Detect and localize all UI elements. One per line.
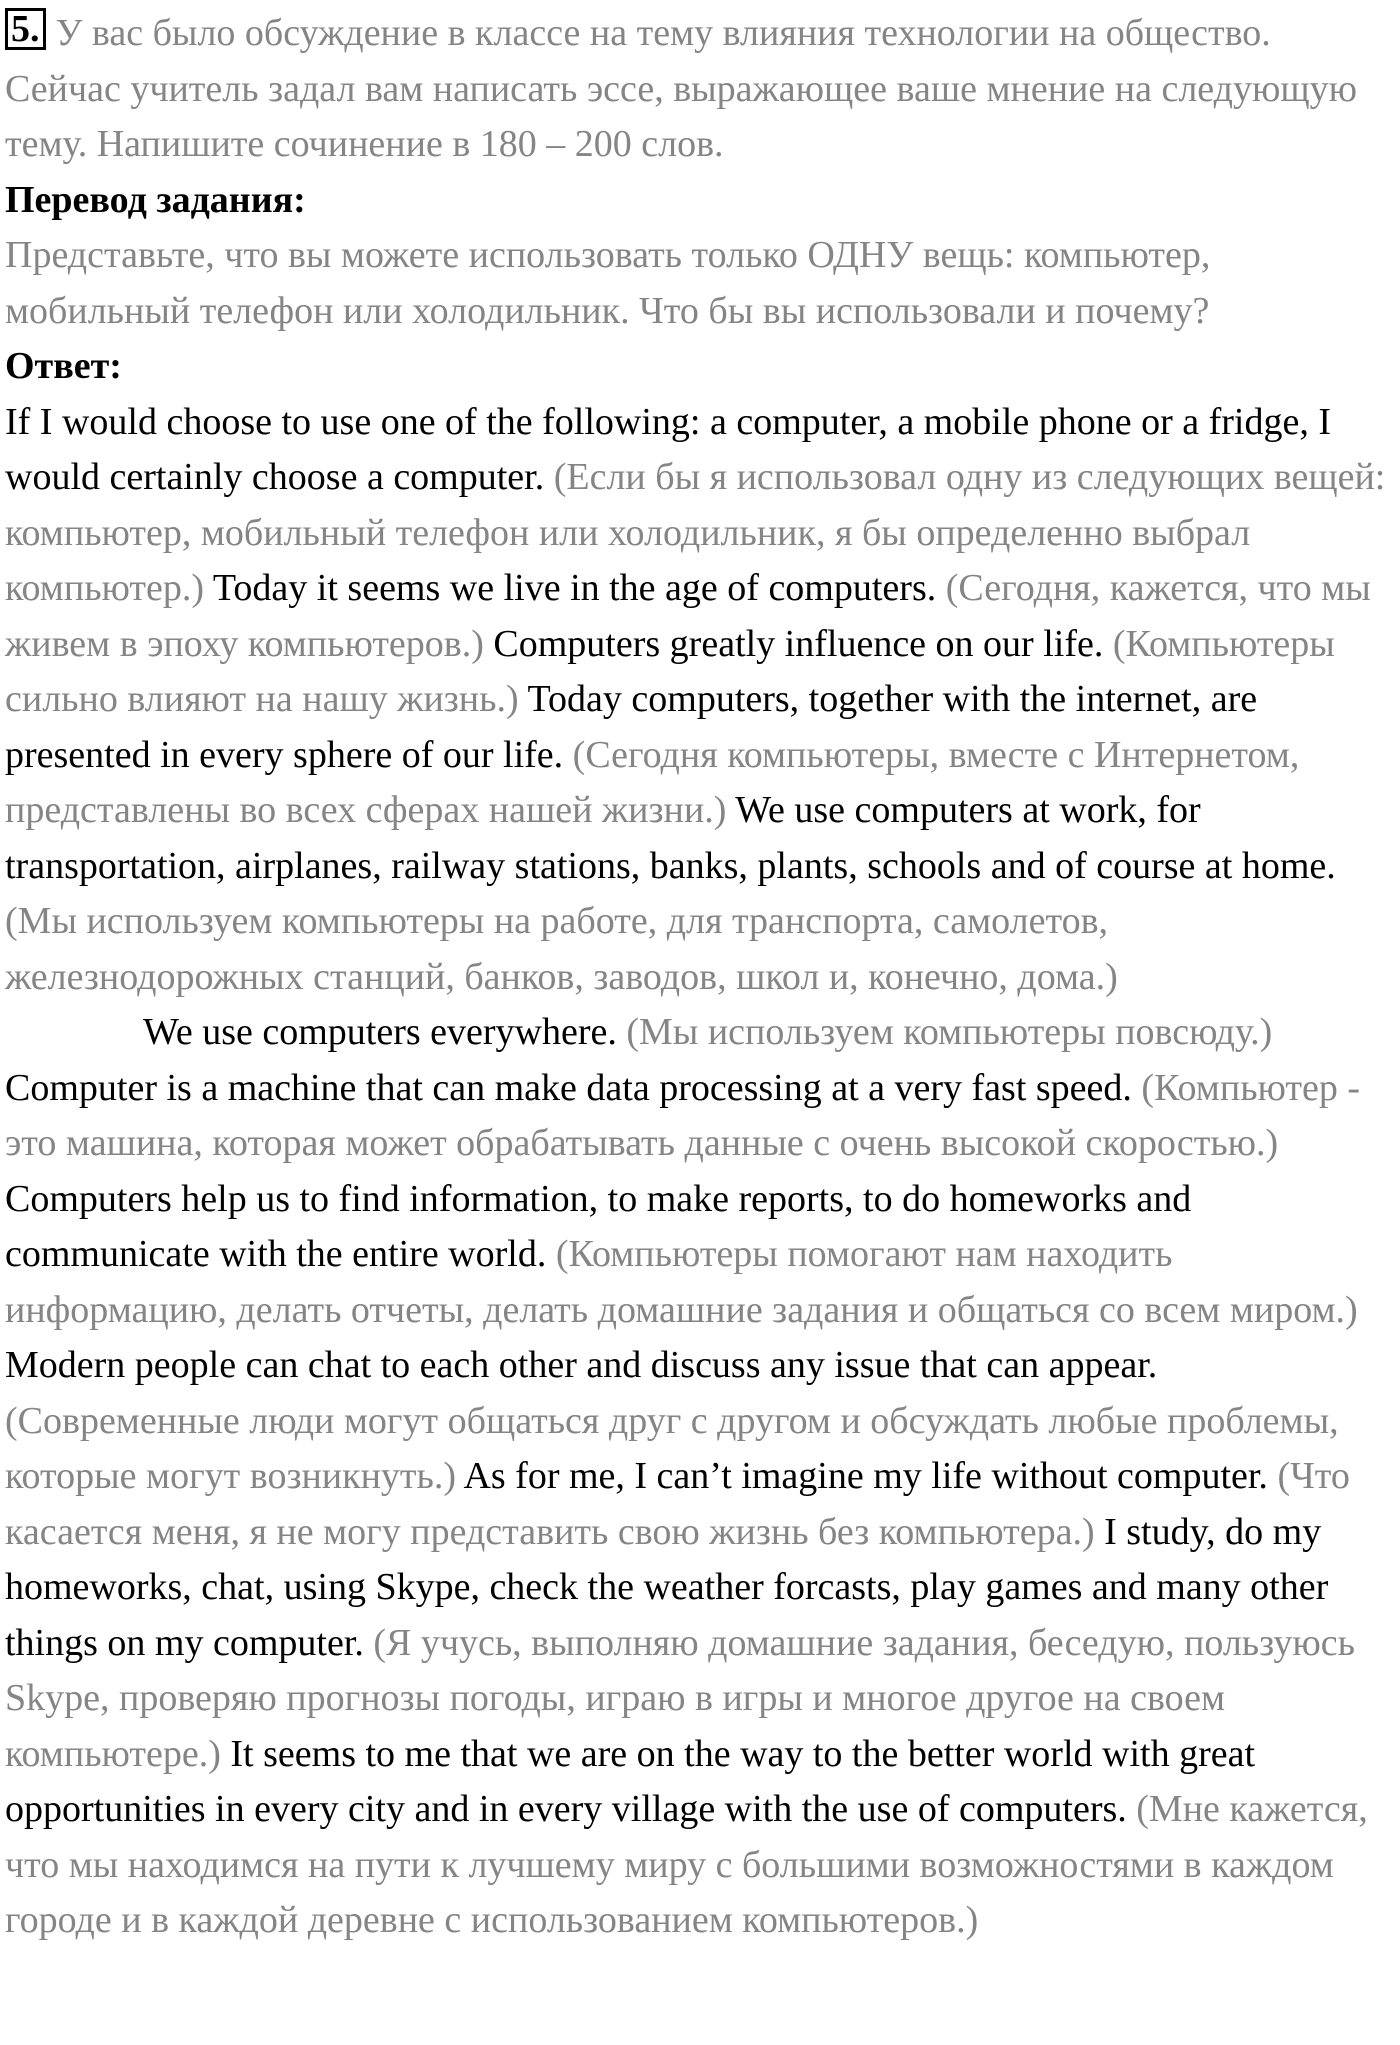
sentence-ru: (Мы используем компьютеры повсюду.) xyxy=(626,1011,1273,1053)
task-number: 5. xyxy=(5,8,46,50)
sentence-ru: (Мне кажется, что мы находимся на пути к лучшему миру с большими возможностями в каждом городе и в каждой деревне с использованием компьютеров.) xyxy=(5,1788,1368,1941)
document-page xyxy=(5,6,1395,1949)
sentence-ru: (Сегодня, кажется, что мы живем в эпоху компьютеров.) xyxy=(5,567,1371,665)
sentence-ru: (Компьютеры помогают нам находить информацию, делать отчеты, делать домашние задания и общаться со всем миром.) xyxy=(5,1233,1358,1331)
sentence-en: It seems to me that we are on the way to the better world with great opportunities in every city and in every village with the use of computers. xyxy=(5,1732,1256,1830)
sentence-en: Modern people can chat to each other and discuss any issue that can appear. xyxy=(5,1344,1158,1386)
sentence-en: Computers greatly influence on our life. xyxy=(493,622,1104,665)
translation-text: Представьте, что вы можете использовать только ОДНУ вещь: компьютер, мобильный телефон или холодильник. Что бы вы использовали и почему? xyxy=(5,234,1211,332)
sentence-ru: (Мы используем компьютеры на работе, для транспорта, самолетов, железнодорожных станций, банков, заводов, школ и, конечно, дома.) xyxy=(5,900,1118,998)
translation-heading: Перевод задания: xyxy=(5,178,306,221)
sentence-ru: (Компьютеры сильно влияют на нашу жизнь.) xyxy=(5,622,1335,720)
sentence-en: I study, do my homeworks, chat, using Skype, check the weather forcasts, play games and many other things on my computer. xyxy=(5,1510,1329,1664)
sentence-ru: (Сегодня компьютеры, вместе с Интернетом, представлены во всех сферах нашей жизни.) xyxy=(5,733,1300,831)
sentence-en: Computers help us to find information, to make reports, to do homeworks and communicate with the entire world. xyxy=(5,1177,1192,1275)
sentence-en: Computer is a machine that can make data processing at a very fast speed. xyxy=(5,1066,1132,1109)
sentence-en: Today it seems we live in the age of computers. xyxy=(212,567,937,609)
sentence-ru: (Компьютер - это машина, которая может обрабатывать данные с очень высокой скоростью.) xyxy=(5,1066,1361,1164)
sentence-ru: (Я учусь, выполняю домашние задания, беседую, пользуюсь Skype, проверяю прогнозы погоды, играю в игры и многое другое на своем компьютере.) xyxy=(5,1621,1355,1775)
answer-paragraph-1 xyxy=(5,395,1395,1006)
sentence-en: Today computers, together with the internet, are presented in every sphere of our life. xyxy=(5,678,1258,776)
sentence-en: As for me, I can’t imagine my life without computer. xyxy=(463,1455,1268,1497)
answer-paragraph-2 xyxy=(5,1005,1395,1949)
sentence-ru: (Современные люди могут общаться друг с другом и обсуждать любые проблемы, которые могут возникнуть.) xyxy=(5,1399,1339,1497)
sentence-ru: (Что касается меня, я не могу представить свою жизнь без компьютера.) xyxy=(5,1455,1350,1553)
sentence-ru: (Если бы я использовал одну из следующих вещей: компьютер, мобильный телефон или холодильник, я бы определенно выбрал компьютер.) xyxy=(5,456,1386,609)
sentence-en: If I would choose to use one of the following: a computer, a mobile phone or a fridge, I would certainly choose a computer. xyxy=(5,400,1331,498)
task-text: У вас было обсуждение в классе на тему влияния технологии на общество. Сейчас учитель задал вам написать эссе, выражающее ваше мнение на следующую тему. Напишите сочинение в 180 – 200 слов. xyxy=(5,12,1358,165)
sentence-en: We use computers everywhere. xyxy=(143,1011,617,1053)
sentence-en: We use computers at work, for transportation, airplanes, railway stations, banks, plants, schools and of course at home. xyxy=(5,789,1336,887)
task-block xyxy=(5,6,1395,173)
answer-heading: Ответ: xyxy=(5,345,122,387)
